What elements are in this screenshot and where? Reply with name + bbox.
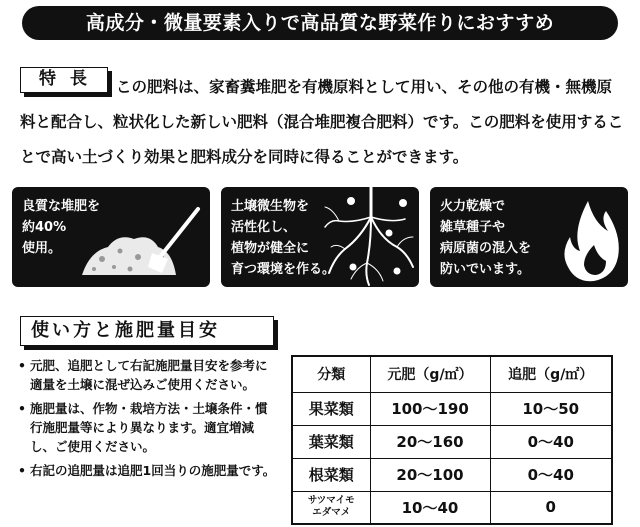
cell-top: 0〜40 — [490, 458, 612, 491]
header-base-fertilizer: 元肥（g/㎡） — [370, 356, 490, 392]
table-row — [292, 425, 612, 458]
flame-card-line: 火力乾燥で — [440, 199, 506, 214]
cell-category: 果菜類 — [292, 392, 370, 425]
compost-card-line: 使用。 — [22, 241, 62, 256]
microbe-card — [221, 187, 419, 287]
usage-notes — [16, 356, 278, 485]
microbe-card-line: 活性化し、 — [231, 220, 297, 235]
flame-card-text — [440, 196, 531, 280]
feature-description: この肥料は、家畜糞堆肥を有機原料として用い、その他の有機・無機原料と配合し、粒状化した新しい肥料（混合堆肥複合肥料）です。この肥料を使用することで高い土づくり効果と肥料成分を同時に得ることができます。 — [20, 78, 624, 166]
header-category: 分類 — [292, 356, 370, 392]
cell-top: 0〜40 — [490, 425, 612, 458]
microbe-card-line: 植物が健全に — [231, 241, 310, 256]
feature-cards — [12, 187, 628, 287]
usage-note: • 元肥、追肥として右記施肥量目安を参考に適量を土壌に混ぜ込みご使用ください。 — [16, 356, 278, 394]
cell-base: 20〜100 — [370, 458, 490, 491]
cell-base: 20〜160 — [370, 425, 490, 458]
microbe-card-line: 育つ環境を作る。 — [231, 262, 336, 277]
flame-card-line: 雑草種子や — [440, 220, 506, 235]
header-top-dressing: 追肥（g/㎡） — [490, 356, 612, 392]
compost-card-line: 良質な堆肥を — [22, 199, 101, 214]
cell-top: 0 — [490, 491, 612, 524]
cell-base: 10〜40 — [370, 491, 490, 524]
header-banner: 高成分・微量要素入りで高品質な野菜作りにおすすめ — [22, 6, 618, 40]
cell-category: 葉菜類 — [292, 425, 370, 458]
table-row — [292, 458, 612, 491]
usage-note: • 施肥量は、作物・栽培方法・土壌条件・慣行施肥量等により異なります。適宜増減し、ご使用ください。 — [16, 399, 278, 456]
table-header-row — [292, 356, 612, 392]
feature-tag: 特長 — [20, 67, 108, 93]
cell-base: 100〜190 — [370, 392, 490, 425]
compost-card — [12, 187, 210, 287]
compost-card-line: 約40% — [22, 220, 67, 235]
microbe-card-line: 土壌微生物を — [231, 199, 310, 214]
table-row — [292, 491, 612, 524]
flame-card — [430, 187, 628, 287]
compost-card-text — [22, 196, 100, 259]
usage-tag: 使い方と施肥量目安 — [20, 316, 274, 346]
cell-top: 10〜50 — [490, 392, 612, 425]
microbe-card-text — [231, 196, 335, 280]
fertilizer-dose-table — [291, 355, 613, 525]
cell-category: 根菜類 — [292, 458, 370, 491]
flame-card-line: 防いでいます。 — [440, 262, 530, 277]
flame-card-line: 病原菌の混入を — [440, 241, 532, 256]
cell-category: サツマイモ エダマメ — [292, 491, 370, 524]
usage-note: • 右記の追肥量は追肥1回当りの施肥量です。 — [16, 461, 278, 480]
table-row — [292, 392, 612, 425]
